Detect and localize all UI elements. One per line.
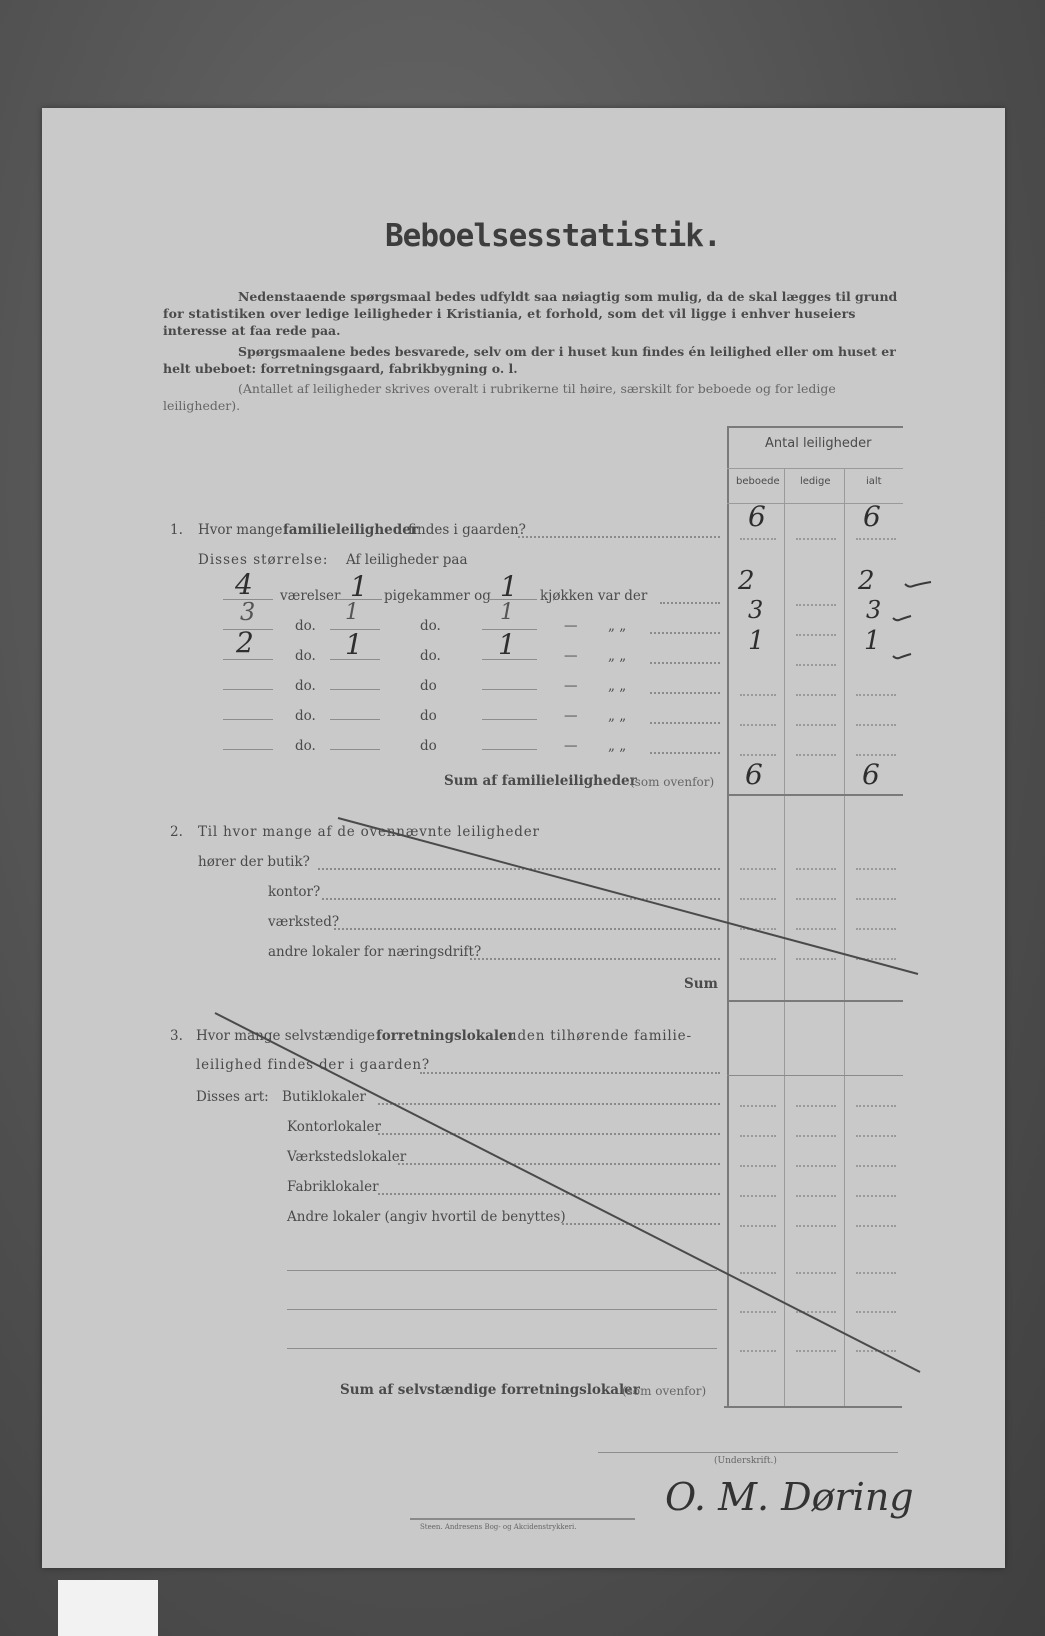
q3-number: 3.: [170, 1028, 183, 1044]
q3-sum-label: Sum af selvstændige forretningslokaler: [340, 1382, 640, 1398]
word-do: do.: [295, 708, 316, 724]
ditto-mark: „ „: [608, 708, 627, 724]
q3-text: leilighed findes der i gaarden?: [196, 1057, 430, 1073]
ditto-mark: „ „: [608, 648, 627, 664]
signature-handwriting: O. M. Døring: [665, 1475, 914, 1519]
q2-text: Til hvor mange af de ovennævnte leiligheder: [198, 824, 540, 840]
dash: —: [564, 708, 578, 724]
pige-value: 1: [345, 628, 363, 661]
dash: —: [564, 618, 578, 634]
q1-text: Hvor mange: [198, 522, 283, 538]
strike-through-q2: [338, 818, 918, 974]
intro-line: interesse at faa rede paa.: [163, 323, 341, 338]
q2-andre: andre lokaler for næringsdrift?: [268, 944, 482, 960]
intro-line: for statistiken over ledige leiligheder i Kristiania, et forhold, som det vil ligge i enhver huseiers: [163, 306, 856, 321]
q3-item: Kontorlokaler: [287, 1119, 381, 1135]
q3-item: Værkstedslokaler: [287, 1149, 407, 1165]
q1-beboede-value: 6: [748, 500, 766, 533]
dash: —: [564, 648, 578, 664]
row-ialt-value: 3: [866, 596, 882, 624]
strike-through-q3: [215, 1013, 920, 1372]
q3-item: Butiklokaler: [282, 1089, 366, 1105]
pige-value: 1: [350, 570, 368, 603]
check-mark: [893, 616, 911, 620]
q1-sum-beboede: 6: [745, 758, 763, 791]
word-do: do.: [420, 648, 441, 664]
row-ialt-value: 1: [864, 626, 881, 656]
intro-line: Spørgsmaalene bedes besvarede, selv om der i huset kun findes én leilighed eller om huset er: [238, 344, 896, 359]
row-ialt-value: 2: [858, 566, 875, 596]
q1-sum-note: (som ovenfor): [630, 775, 715, 789]
rooms-value: 4: [235, 568, 253, 601]
word-do: do: [420, 738, 437, 754]
intro-note: (Antallet af leiligheder skrives overalt i rubrikerne til høire, særskilt for beboede og for ledige: [238, 381, 836, 396]
intro-note: leiligheder).: [163, 398, 241, 413]
q2-sum-label: Sum: [684, 976, 718, 992]
intro-line: helt ubeboet: forretningsgaard, fabrikbygning o. l.: [163, 361, 518, 376]
ditto-mark: „ „: [608, 738, 627, 754]
q1-text: findes i gaarden?: [408, 522, 526, 538]
kjokken-value: 1: [498, 628, 516, 661]
form-title: Beboelsesstatistik.: [385, 218, 721, 254]
q2-text: hører der butik?: [198, 854, 310, 870]
kjokken-value: 1: [500, 570, 518, 603]
row-beboede-value: 3: [748, 596, 764, 624]
check-mark: [893, 654, 911, 658]
q3-text-bold: forretningslokaler: [376, 1028, 515, 1044]
q1-sum-label: Sum af familieleiligheder: [444, 773, 637, 789]
rooms-value: 3: [240, 598, 256, 626]
row-beboede-value: 2: [738, 566, 755, 596]
column-header-ledige: ledige: [800, 476, 831, 487]
size-label: Af leiligheder paa: [346, 552, 468, 568]
q3-sum-note: (som ovenfor): [622, 1384, 707, 1398]
printer-imprint: Steen. Andresens Bog- og Akcidenstrykkeri.: [420, 1523, 577, 1531]
check-mark: [905, 582, 931, 587]
q1-number: 1.: [170, 522, 183, 538]
word-kjokken: kjøkken var der: [540, 588, 648, 604]
intro-line: Nedenstaaende spørgsmaal bedes udfyldt saa nøiagtig som mulig, da de skal lægges til grund: [238, 289, 898, 304]
word-do: do: [420, 708, 437, 724]
q1-text-bold: familieleiligheder: [283, 522, 418, 538]
q3-item: Fabriklokaler: [287, 1179, 379, 1195]
column-header-ialt: ialt: [866, 476, 882, 487]
rooms-value: 2: [236, 626, 254, 659]
word-do: do: [420, 678, 437, 694]
word-do: do.: [295, 678, 316, 694]
word-do: do.: [295, 738, 316, 754]
q3-item: Andre lokaler (angiv hvortil de benyttes): [287, 1209, 566, 1225]
signature-label: (Underskrift.): [714, 1456, 777, 1466]
q2-kontor: kontor?: [268, 884, 321, 900]
q3-art-label: Disses art:: [196, 1089, 269, 1105]
ditto-mark: „ „: [608, 618, 627, 634]
word-vaerelser: værelser: [280, 588, 341, 604]
dash: —: [564, 738, 578, 754]
word-do: do.: [420, 618, 441, 634]
ditto-mark: „ „: [608, 678, 627, 694]
q3-text: uden tilhørende familie-: [508, 1028, 692, 1044]
q1-ialt-value: 6: [863, 500, 881, 533]
word-do: do.: [295, 618, 316, 634]
dash: —: [564, 678, 578, 694]
q2-number: 2.: [170, 824, 183, 840]
q3-text: Hvor mange selvstændige: [196, 1028, 375, 1044]
size-label: Disses størrelse:: [198, 552, 329, 568]
table-group-header: Antal leiligheder: [765, 436, 872, 451]
q1-sum-ialt: 6: [862, 758, 880, 791]
kjokken-value: 1: [500, 600, 514, 625]
column-header-beboede: beboede: [736, 476, 780, 487]
pige-value: 1: [345, 600, 359, 625]
word-pigekammer: pigekammer og: [384, 588, 491, 604]
q2-vaerksted: værksted?: [268, 914, 340, 930]
row-beboede-value: 1: [748, 626, 765, 656]
word-do: do.: [295, 648, 316, 664]
